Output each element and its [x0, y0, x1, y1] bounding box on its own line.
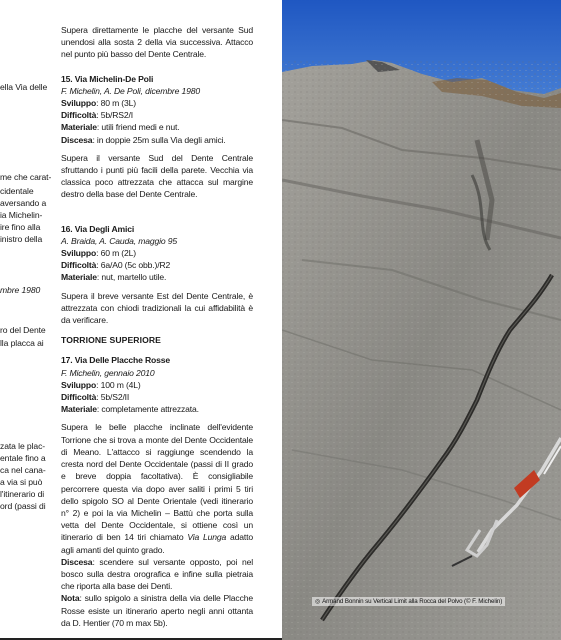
route-nota: Nota: sullo spigolo a sinistra della via delle Placche Rosse esiste un itinerario aperto negli anni ottanta da D. Hentier (70 m max 5b).: [61, 593, 253, 628]
left-fragment: aversando a: [0, 198, 47, 208]
left-fragment: ord (passi di: [0, 501, 46, 511]
route-description: Supera le belle placche inclinate dell'evidente Torrione che si trova a monte del Dente Occidentale di Meano. L'attacco si raggiunge scendendo la cresta nord del Dente Occidentale (passi di II grado e breve doppia facoltativa). È consigliabile percorrere questa via dopo aver saliti i primi 5 tiri dello spigolo SO al Dente Orientale (vedi itinerario n° 2) e poi la via Michelin – Battù che porta sulla vetta del Dente Occidentale, si ottiene così un itinerario di ben 14 tiri chiamato Via Lunga adatto agli amanti del quinto grado.: [61, 422, 253, 555]
left-fragment: mbre 1980: [0, 285, 41, 295]
route-sviluppo: Sviluppo: 80 m (3L): [61, 98, 136, 109]
left-fragment: me che carat-: [0, 172, 52, 182]
left-column-fragments: [0, 0, 52, 640]
route-authors: F. Michelin, gennaio 2010: [61, 367, 155, 378]
intro-paragraph: Supera direttamente le placche del versante Sud unendosi alla sosta 2 della via successiva. Attacco nel punto più basso del Dente Centrale.: [61, 25, 253, 60]
left-fragment: ella Via delle: [0, 82, 48, 92]
route-17: [61, 354, 253, 628]
route-description: Supera il versante Sud del Dente Centrale sfruttando i punti più facili della parete. Vecchia via classica poco attrezzata che attacca sul margine destro della base del Dente Centrale.: [61, 152, 253, 200]
section-title: TORRIONE SUPERIORE: [61, 335, 162, 346]
left-fragment: ca nel cana-: [0, 465, 46, 475]
left-fragment: ire fino alla: [0, 222, 41, 232]
route-title: 17. Via Delle Placche Rosse: [61, 355, 171, 366]
rock-slab-image: [282, 0, 561, 640]
route-15: [61, 73, 253, 201]
route-materiale: Materiale: utili friend medi e nut.: [61, 122, 180, 133]
left-fragment: entale fino a: [0, 453, 46, 463]
route-sviluppo: Sviluppo: 100 m (4L): [61, 379, 141, 390]
route-discesa: Discesa: in doppie 25m sulla Via degli amici.: [61, 134, 226, 145]
climbing-photo: [282, 0, 561, 640]
rock-texture: [282, 60, 561, 640]
route-difficolta: Difficoltà: 5b/RS2/I: [61, 110, 133, 121]
left-fragment: ia Michelin-: [0, 210, 43, 220]
route-difficolta: Difficoltà: 5b/S2/II: [61, 392, 130, 403]
route-text-column: [61, 24, 253, 629]
left-fragment: cidentale: [0, 186, 34, 196]
left-fragment: a via si può: [0, 477, 43, 487]
route-title: 15. Via Michelin-De Poli: [61, 73, 154, 84]
route-description: Supera il breve versante Est del Dente Centrale, è attrezzata con chiodi tradizionali la cui affidabilità è da verificare.: [61, 290, 253, 326]
route-discesa: Discesa: scendere sul versante opposto, poi nel bosco sulla destra orografica e infine sulla pietraia che riporta alla base dei Denti.: [61, 556, 253, 592]
route-16: [61, 223, 253, 327]
camera-icon: ◎: [315, 599, 321, 605]
route-materiale: Materiale: completamente attrezzata.: [61, 404, 199, 415]
route-difficolta: Difficoltà: 6a/A0 (5c obb.)/R2: [61, 260, 171, 271]
left-fragment: lla placca ai: [0, 338, 44, 348]
left-fragment: ro del Dente: [0, 325, 46, 335]
route-authors: A. Braida, A. Cauda, maggio 95: [61, 235, 178, 246]
left-fragment: inistro della: [0, 234, 43, 244]
left-fragment: zata le plac-: [0, 441, 46, 451]
photo-caption: ◎ Armand Bonnin su Vertical Limit alla Rocca del Polvo (© F. Michelin): [312, 597, 505, 606]
left-fragment: l'itinerario di: [0, 489, 45, 499]
route-sviluppo: Sviluppo: 60 m (2L): [61, 248, 136, 259]
route-title: 16. Via Degli Amici: [61, 223, 135, 234]
route-materiale: Materiale: nut, martello utile.: [61, 272, 167, 283]
route-authors: F. Michelin, A. De Poli, dicembre 1980: [61, 85, 201, 96]
